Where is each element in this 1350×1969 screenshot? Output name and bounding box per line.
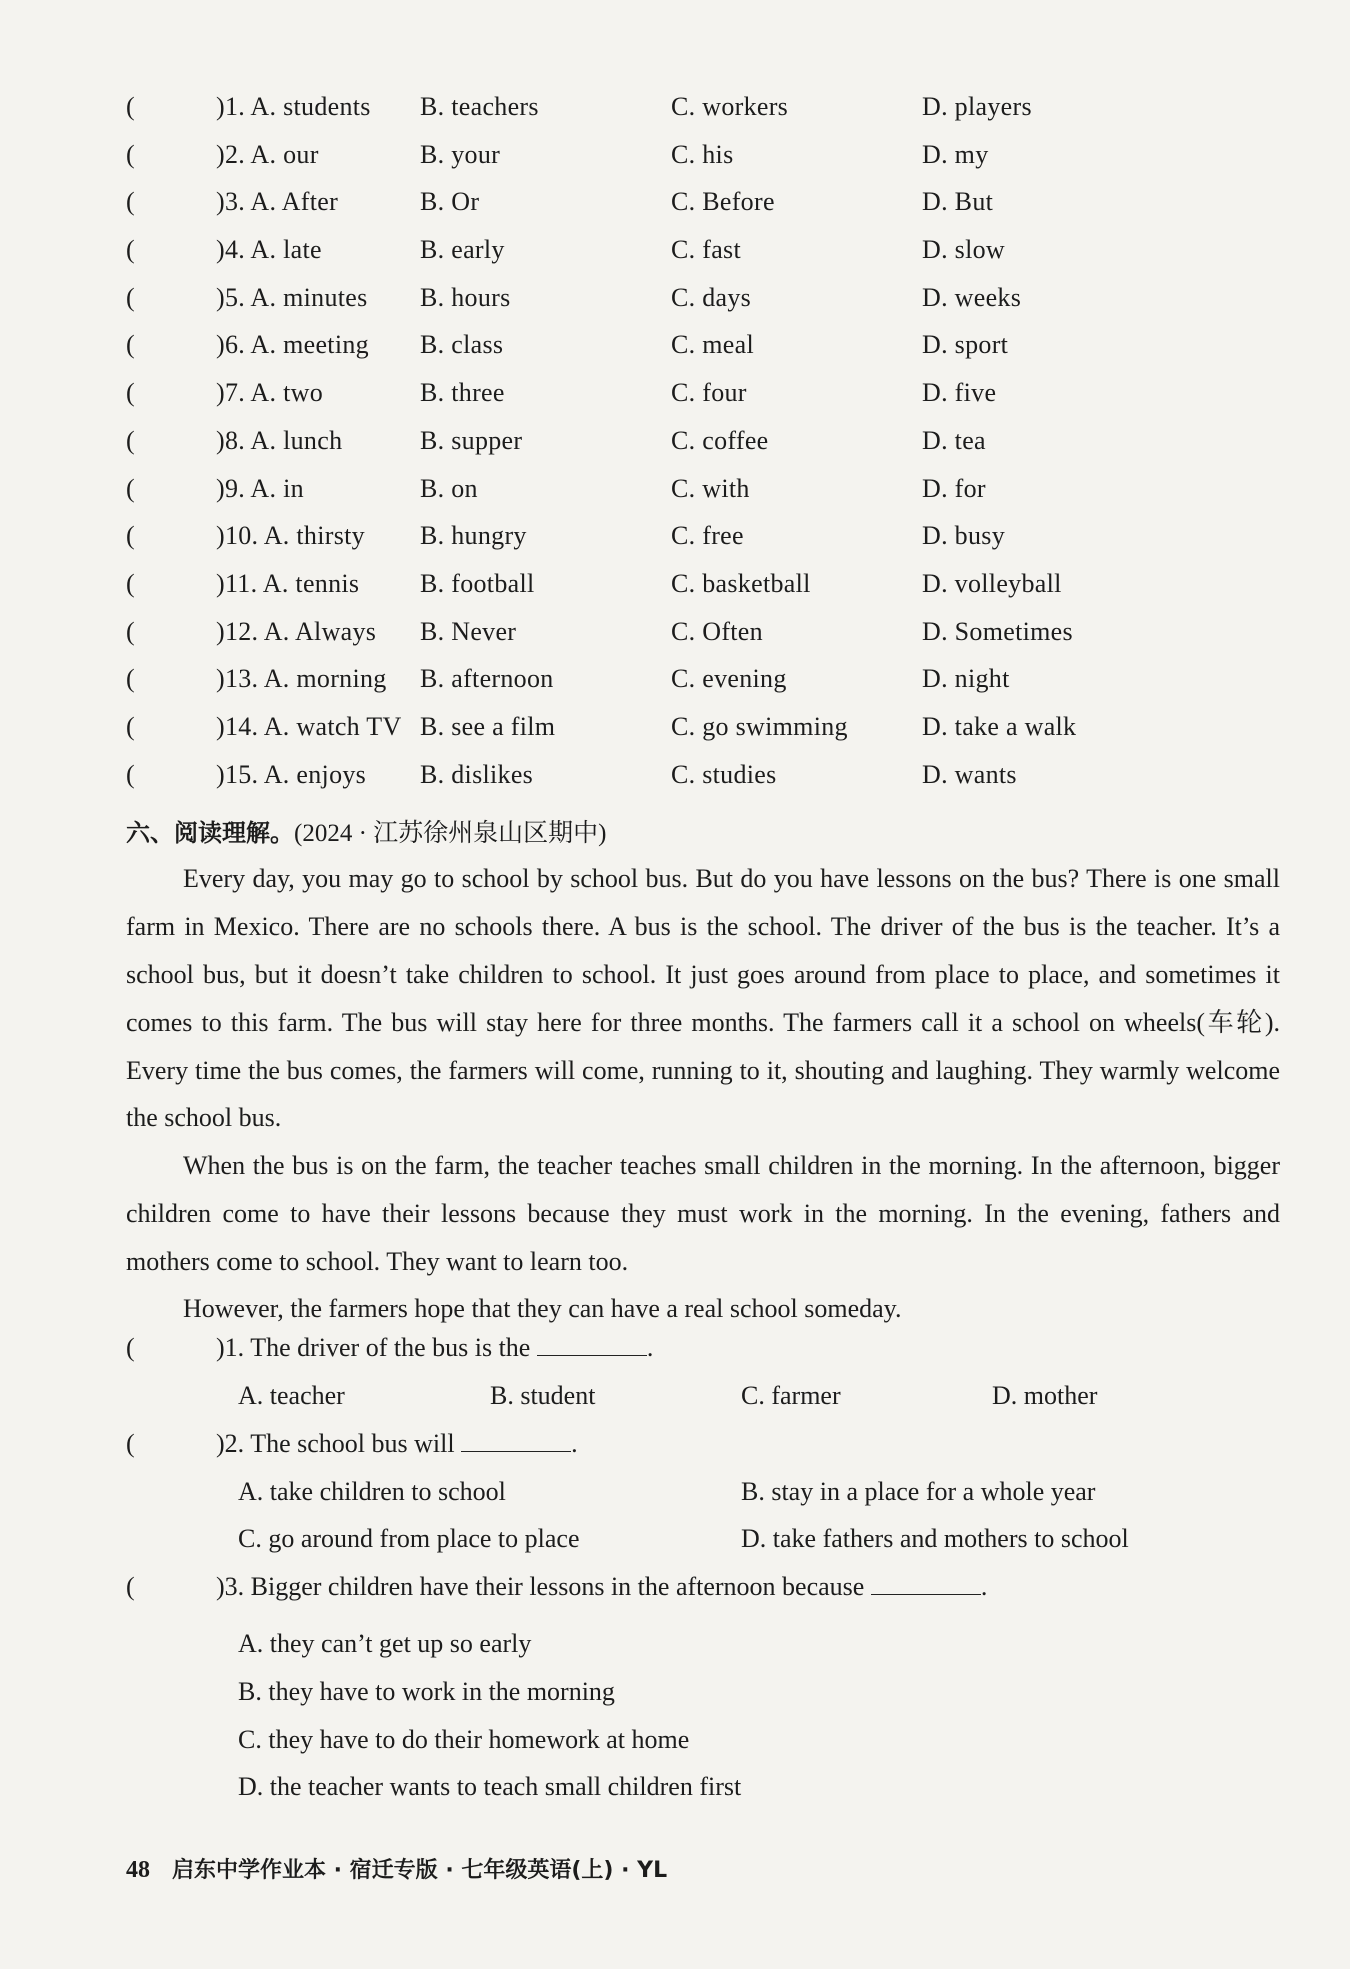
option-d: D. slow [922,235,1005,265]
option-d: D. the teacher wants to teach small children first [238,1772,742,1802]
option-b: B. see a film [420,711,556,741]
option-c: C. Often [671,616,763,646]
answer-bracket[interactable]: ( [126,1333,135,1363]
question-3 [126,1572,1280,1620]
answer-bracket[interactable]: ( [126,1428,135,1458]
option-d: D. my [922,139,989,169]
page-footer [126,1853,667,1884]
answer-bracket[interactable]: ( [126,521,135,551]
question-stem: )3. Bigger children have their lessons in the afternoon because [216,1572,865,1602]
question-number-option-a: )7. A. two [216,378,323,408]
answer-bracket[interactable]: ( [126,711,135,741]
question-1 [126,1333,1280,1381]
question-number-option-a: )1. A. students [216,92,371,121]
option-c: C. workers [671,92,789,121]
option-b: B. student [490,1381,596,1411]
option-c: C. evening [671,664,787,694]
option-d: D. Sometimes [922,616,1073,646]
passage-paragraph: Every day, you may go to school by school bus. But do you have lessons on the bus? There is one small farm in Mexico. There are no schools there. A bus is the school. The driver of the bus is the teacher. It’s a school bus, but it doesn’t take children to school. It just goes around from place to place, and sometimes it comes to this farm. The bus will stay here for three months. The farmers call it a school on wheels(车轮). Every time the bus comes, the farmers will come, running to it, shouting and laughing. They warmly welcome the school bus. [126,864,1280,1133]
question-number-option-a: )6. A. meeting [216,330,369,360]
question-number-option-a: )3. A. After [216,187,339,217]
mc-question-row [126,712,1280,760]
option-b: B. hungry [420,521,527,551]
option-d: D. night [922,664,1010,694]
option-c: C. go around from place to place [238,1524,580,1554]
mc-question-row [126,140,1280,188]
answer-bracket[interactable]: ( [126,1572,135,1602]
mc-question-row [126,283,1280,331]
option-a: A. teacher [238,1381,345,1411]
question-number-option-a: )4. A. late [216,235,322,265]
answer-blank [537,1333,647,1356]
answer-bracket[interactable]: ( [126,378,135,408]
question-stem: )2. The school bus will [216,1428,455,1458]
question-number-option-a: )12. A. Always [216,616,377,646]
answer-bracket[interactable]: ( [126,92,135,121]
option-c: C. with [671,473,750,503]
option-c: C. basketball [671,568,811,598]
option-a: A. they can’t get up so early [238,1629,532,1659]
option-b: B. football [420,568,535,598]
answer-blank [461,1429,571,1452]
option-b: B. three [420,378,505,408]
period: . [646,1333,654,1363]
option-c: C. go swimming [671,711,848,741]
option-d: D. volleyball [922,568,1062,598]
option-c: C. free [671,521,744,551]
option-d: D. mother [992,1381,1098,1411]
question-number-option-a: )13. A. morning [216,664,387,694]
mc-question-row [126,330,1280,378]
option-d: D. five [922,378,997,408]
mc-question-row [126,521,1280,569]
period: . [571,1428,578,1458]
answer-bracket[interactable]: ( [126,473,135,503]
mc-question-row [126,474,1280,522]
option-c: C. studies [671,759,777,789]
question-2 [126,1429,1280,1477]
option-b: B. early [420,235,505,265]
question-number-option-a: )9. A. in [216,473,304,503]
question-stem: )1. The driver of the bus is the [216,1333,531,1363]
option-c: C. they have to do their homework at home [238,1724,690,1754]
option-d: D. take fathers and mothers to school [741,1524,1129,1554]
question-number-option-a: )11. A. tennis [216,568,360,598]
question-number-option-a: )14. A. watch TV [216,711,402,741]
question-number-option-a: )10. A. thirsty [216,521,365,551]
option-b: B. on [420,473,478,503]
option-a: A. take children to school [238,1476,506,1506]
mc-question-row [126,760,1280,808]
option-d: D. sport [922,330,1009,360]
option-d: D. weeks [922,282,1022,312]
mc-question-row [126,664,1280,712]
section-title: 六、阅读理解。 [126,819,294,848]
question-1-options [126,1381,1280,1429]
book-title: 启东中学作业本 · 宿迁专版 · 七年级英语(上) · YL [172,1858,668,1883]
question-number-option-a: )2. A. our [216,139,319,169]
option-d: D. But [922,187,994,217]
period: . [980,1572,988,1602]
mc-question-row [126,92,1280,140]
section-heading [126,811,1280,855]
mc-question-row [126,426,1280,474]
option-c: C. his [671,139,734,169]
multiple-choice-list [126,92,1280,807]
option-c: C. Before [671,187,775,217]
answer-bracket[interactable]: ( [126,139,135,169]
answer-bracket[interactable]: ( [126,282,135,312]
option-b: B. afternoon [420,664,554,694]
option-b: B. teachers [420,92,539,121]
passage-paragraph: However, the farmers hope that they can have a real school someday. [183,1294,902,1324]
option-d: D. players [922,92,1032,121]
option-d: D. take a walk [922,711,1077,741]
option-d: D. tea [922,425,986,455]
answer-bracket[interactable]: ( [126,759,135,789]
question-number-option-a: )15. A. enjoys [216,759,367,789]
question-2-options-row-1 [126,1477,1280,1525]
option-b: B. they have to work in the morning [238,1676,615,1706]
option-d: D. for [922,473,986,503]
reading-passage [126,855,1280,1333]
answer-bracket[interactable]: ( [126,664,135,694]
option-c: C. coffee [671,425,769,455]
option-b: B. stay in a place for a whole year [741,1476,1096,1506]
option-b: B. hours [420,282,511,312]
option-b: B. class [420,330,504,360]
answer-blank [871,1572,981,1595]
section-source: (2024 · 江苏徐州泉山区期中) [294,820,607,848]
mc-question-row [126,187,1280,235]
option-b: B. dislikes [420,759,534,789]
answer-bracket[interactable]: ( [126,235,135,265]
option-b: B. supper [420,425,523,455]
question-number-option-a: )5. A. minutes [216,282,368,312]
option-c: C. meal [671,330,754,360]
page-number: 48 [126,1857,150,1883]
mc-question-row [126,569,1280,617]
option-c: C. four [671,378,747,408]
option-d: D. wants [922,759,1017,789]
option-c: C. fast [671,235,741,265]
mc-question-row [126,235,1280,283]
option-b: B. your [420,139,501,169]
option-d: D. busy [922,521,1005,551]
answer-bracket[interactable]: ( [126,616,135,646]
option-c: C. days [671,282,752,312]
question-number-option-a: )8. A. lunch [216,425,343,455]
passage-paragraph: When the bus is on the farm, the teacher teaches small children in the morning. In the afternoon, bigger children come to have their lessons because they must work in the morning. In the evening, fathers and mothers come to school. They want to learn too. [126,1151,1280,1276]
answer-bracket[interactable]: ( [126,425,135,455]
mc-question-row [126,378,1280,426]
question-2-options-row-2 [126,1524,1280,1572]
answer-bracket[interactable]: ( [126,568,135,598]
answer-bracket[interactable]: ( [126,187,135,217]
answer-bracket[interactable]: ( [126,330,135,360]
option-b: B. Never [420,616,517,646]
option-c: C. farmer [741,1381,841,1411]
mc-question-row [126,617,1280,665]
option-b: B. Or [420,187,480,217]
